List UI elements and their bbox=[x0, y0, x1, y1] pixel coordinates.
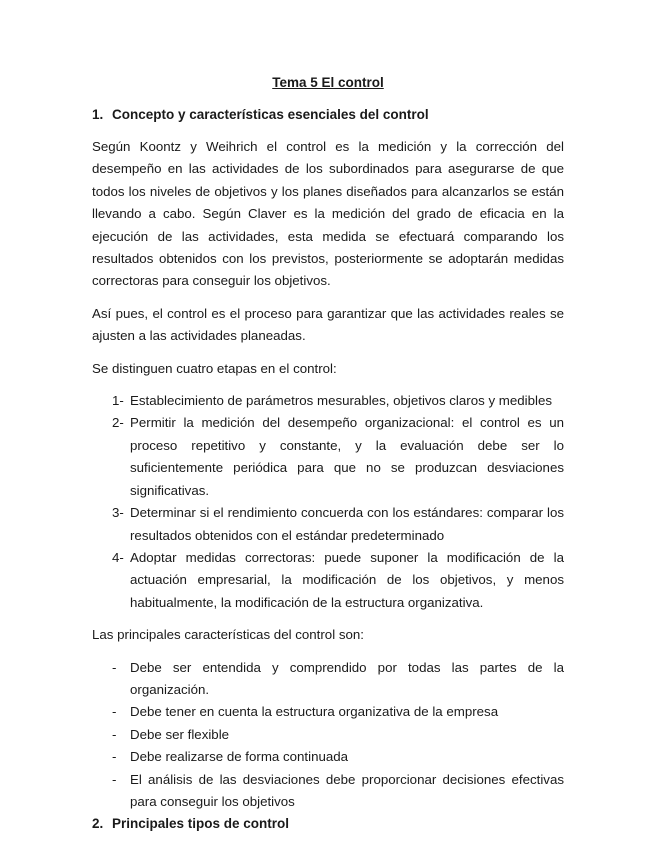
list-item bbox=[112, 701, 564, 723]
list-item bbox=[112, 724, 564, 746]
list-item-text: Determinar si el rendimiento concuerda con los estándares: comparar los resultados obtenidos con el estándar predeterminado bbox=[130, 505, 564, 543]
list-item bbox=[112, 657, 564, 702]
section-number: 2. bbox=[92, 816, 104, 832]
list-item bbox=[112, 547, 564, 614]
list-item bbox=[112, 769, 564, 814]
paragraph-stages-intro: Se distinguen cuatro etapas en el control: bbox=[92, 360, 337, 376]
list-marker: - bbox=[112, 749, 117, 765]
list-item-text: Debe realizarse de forma continuada bbox=[130, 749, 349, 765]
paragraph-definition: Según Koontz y Weihrich el control es la medición y la corrección del desempeño en las actividades de los subordinados para asegurarse de que todos los niveles de objetivos y los planes diseñados para alcanzarlos se están llevando a cabo. Según Claver es la medición del grado de eficacia en la ejecución de las actividades, esta medida se efectuará comparando los resultados obtenidos con los previstos, posteriormente se adoptarán medidas correctoras para conseguir los objetivos. bbox=[92, 139, 564, 289]
list-item bbox=[112, 502, 564, 547]
list-marker: 3- bbox=[112, 505, 124, 521]
stages-list bbox=[92, 390, 564, 614]
list-item-text: Debe ser flexible bbox=[130, 726, 230, 742]
list-item-text: Debe tener en cuenta la estructura organizativa de la empresa bbox=[130, 704, 499, 720]
list-item-text: Establecimiento de parámetros mesurables, objetivos claros y medibles bbox=[130, 393, 553, 409]
section-heading-text: Concepto y características esenciales del control bbox=[112, 107, 429, 122]
paragraph-summary: Así pues, el control es el proceso para garantizar que las actividades reales se ajusten a las actividades planeadas. bbox=[92, 305, 564, 344]
list-marker: 1- bbox=[112, 393, 124, 409]
list-item bbox=[112, 412, 564, 502]
characteristics-list bbox=[92, 657, 564, 814]
list-item-text: Debe ser entendida y comprendido por todas las partes de la organización. bbox=[130, 659, 564, 697]
list-item bbox=[112, 390, 564, 412]
list-item-text: Adoptar medidas correctoras: puede suponer la modificación de la actuación empresarial, la modificación de los objetivos, y menos habitualmente, la modificación de la estructura organizativa. bbox=[130, 549, 564, 610]
section-number: 1. bbox=[92, 107, 104, 122]
section-heading-2 bbox=[92, 815, 564, 833]
page-title: Tema 5 El control bbox=[272, 75, 384, 90]
list-marker: 4- bbox=[112, 549, 124, 565]
list-marker: - bbox=[112, 771, 117, 787]
document-page bbox=[92, 74, 564, 845]
list-marker: - bbox=[112, 659, 117, 675]
list-item-text: Permitir la medición del desempeño organizacional: el control es un proceso repetitivo y constante, y la evaluación debe ser lo suficientemente periódica para que no se produzcan desviaciones significativas. bbox=[130, 415, 564, 498]
section-heading-1 bbox=[92, 106, 564, 124]
list-marker: - bbox=[112, 704, 117, 720]
list-item-text: El análisis de las desviaciones debe proporcionar decisiones efectivas para conseguir los objetivos bbox=[130, 771, 564, 809]
list-marker: - bbox=[112, 726, 117, 742]
paragraph-characteristics-intro: Las principales características del control son: bbox=[92, 627, 364, 643]
section-heading-text: Principales tipos de control bbox=[112, 816, 290, 832]
list-marker: 2- bbox=[112, 415, 124, 431]
list-item bbox=[112, 746, 564, 768]
